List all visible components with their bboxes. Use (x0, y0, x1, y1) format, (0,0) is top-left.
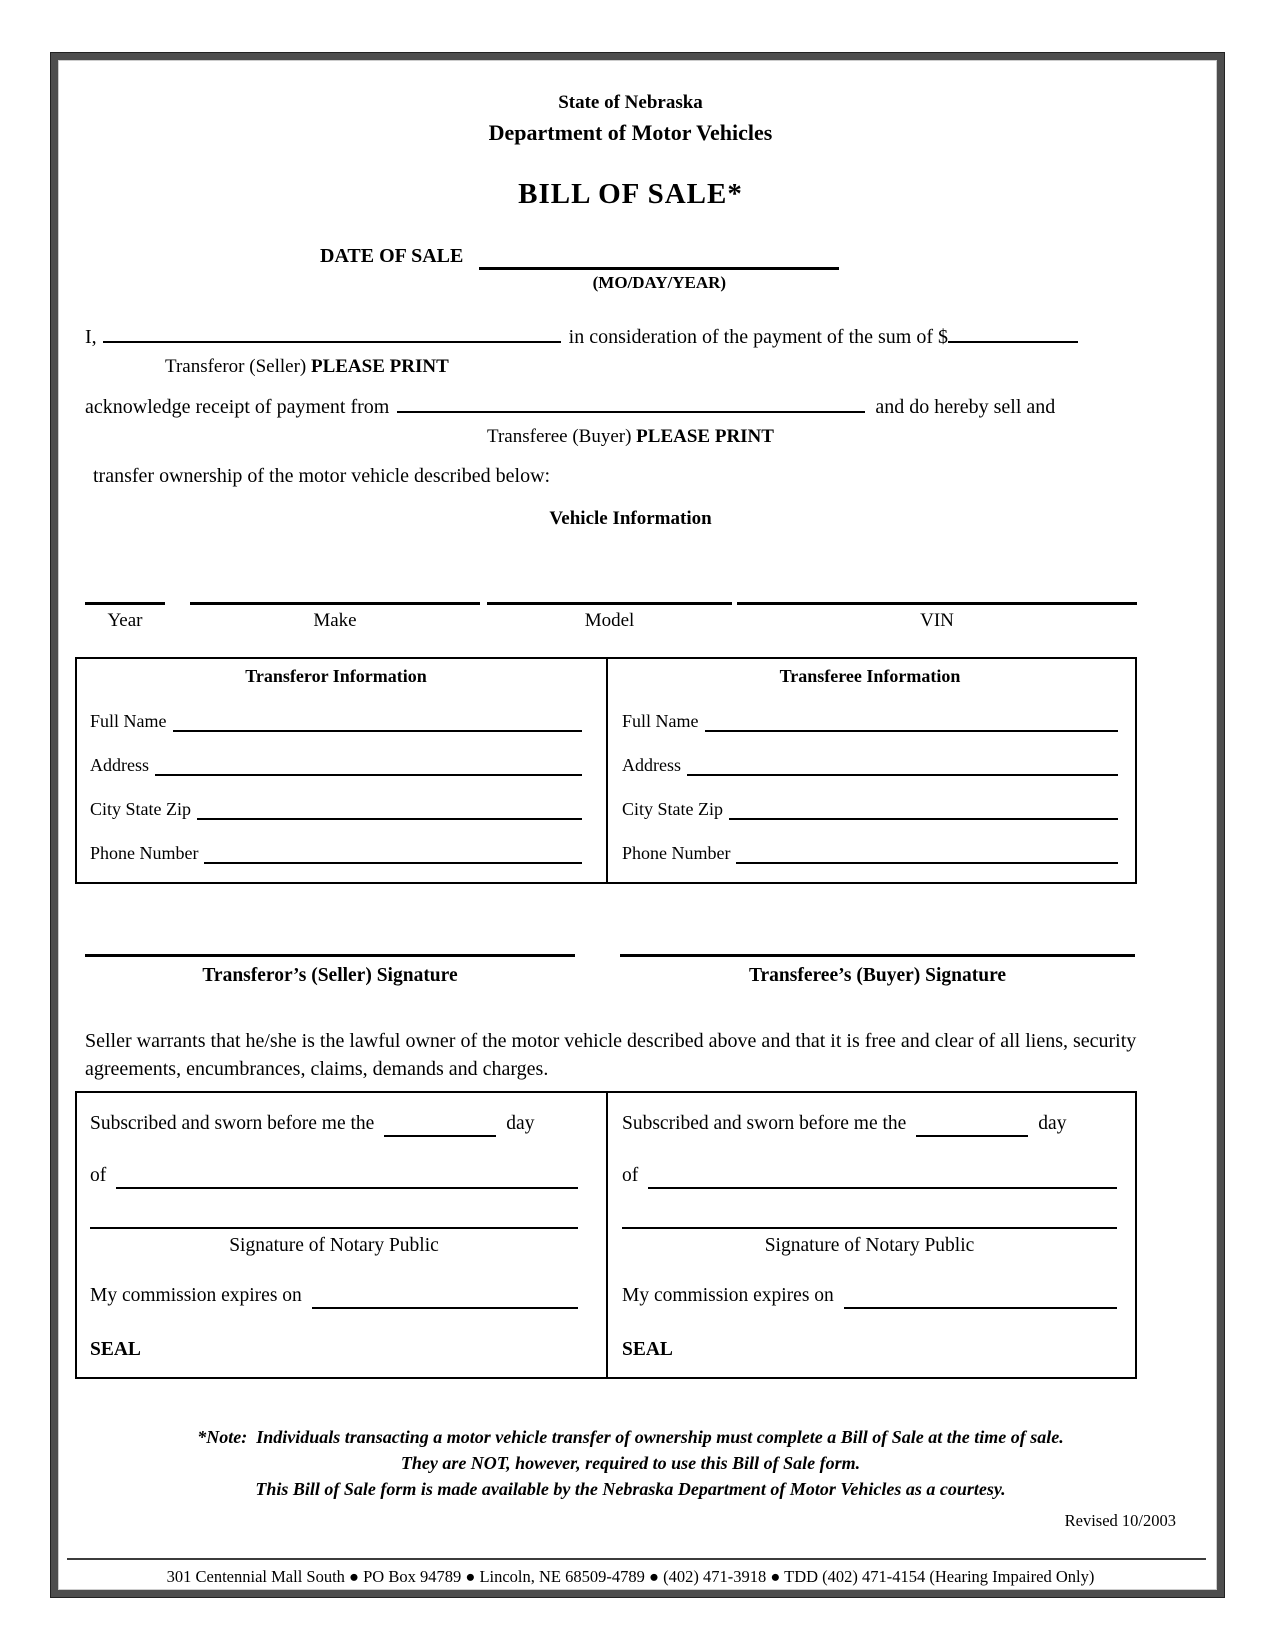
vehicle-model-field (487, 602, 732, 633)
notary-month-row (622, 1163, 1117, 1189)
transferor-full-name-blank (173, 726, 583, 732)
transferee-caption-bold: PLEASE PRINT (636, 426, 774, 447)
sum-blank (948, 321, 1078, 343)
notary-seal-label: SEAL (90, 1339, 141, 1360)
notary-month-blank (116, 1183, 578, 1189)
page-frame-band (51, 53, 1224, 1597)
transferor-full-name-label: Full Name (90, 711, 167, 731)
transferee-city-state-zip-field (622, 798, 1118, 820)
document-header (85, 91, 1176, 213)
buyer-signature-label: Transferee’s (Buyer) Signature (748, 965, 1007, 986)
transferee-info-column (606, 659, 1135, 882)
notary-sworn-prefix: Subscribed and sworn before me the (90, 1113, 375, 1134)
date-of-sale-row (320, 243, 1176, 293)
date-of-sale-blank (479, 243, 839, 270)
notary-commission-row (90, 1283, 578, 1309)
sell-text: and do hereby sell and (875, 396, 1056, 418)
header-state: State of Nebraska (558, 92, 703, 113)
transferee-address-label: Address (622, 755, 681, 775)
notary-signature-label: Signature of Notary Public (764, 1235, 975, 1256)
transferee-caption (85, 424, 1176, 449)
buyer-signature-field (620, 954, 1135, 989)
seller-signature-field (85, 954, 575, 989)
consideration-text: in consideration of the payment of the sum of (568, 326, 934, 348)
notary-day-blank (384, 1131, 496, 1137)
transferee-phone-field (622, 842, 1118, 864)
transferee-phone-blank (736, 858, 1118, 864)
transferor-full-name-field (90, 710, 582, 732)
vehicle-model-label: Model (584, 610, 635, 631)
notary-commission-label: My commission expires on (90, 1285, 302, 1306)
vehicle-info-heading: Vehicle Information (549, 508, 712, 529)
consideration-row (85, 321, 1176, 350)
document-title: BILL OF SALE* (518, 178, 743, 210)
transferee-address-blank (687, 770, 1118, 776)
notary-month-row (90, 1163, 578, 1189)
seller-name-blank (103, 321, 561, 343)
vehicle-make-label: Make (313, 610, 357, 631)
transferor-phone-label: Phone Number (90, 843, 199, 863)
notary-of-label: of (622, 1165, 639, 1186)
notary-buyer-column (606, 1093, 1135, 1377)
footnote-line-2: They are NOT, however, required to use this Bill of Sale form. (400, 1453, 861, 1473)
transfer-ownership-text: transfer ownership of the motor vehicle described below: (93, 465, 551, 487)
vehicle-fields-row (85, 602, 1176, 633)
transferor-address-field (90, 754, 582, 776)
header-department: Department of Motor Vehicles (488, 120, 773, 145)
footnote-line-1: *Note: Individuals transacting a motor vehicle transfer of ownership must complete a Bill of Sale at the time of sale. (197, 1427, 1064, 1447)
notary-commission-label: My commission expires on (622, 1285, 834, 1306)
notary-sworn-suffix: day (1038, 1113, 1067, 1134)
transferor-city-state-zip-field (90, 798, 582, 820)
transferee-phone-label: Phone Number (622, 843, 731, 863)
transferor-address-label: Address (90, 755, 149, 775)
vehicle-year-label: Year (107, 610, 143, 631)
transferor-city-state-zip-label: City State Zip (90, 799, 191, 819)
transferee-info-heading: Transferee Information (779, 666, 961, 686)
signatures-row (85, 954, 1176, 989)
footnote-line-3: This Bill of Sale form is made available by the Nebraska Department of Motor Vehicles as a courtesy. (255, 1479, 1006, 1499)
seller-signature-label: Transferor’s (Seller) Signature (202, 965, 458, 986)
transferee-city-state-zip-blank (729, 814, 1118, 820)
notary-commission-blank (312, 1303, 578, 1309)
i-prefix: I, (85, 326, 97, 348)
notary-sworn-row (90, 1111, 578, 1137)
vehicle-vin-label: VIN (920, 610, 954, 631)
notary-month-blank (648, 1183, 1117, 1189)
vehicle-vin-field (737, 602, 1137, 633)
transferee-caption-plain: Transferee (Buyer) (487, 426, 632, 447)
notary-commission-row (622, 1283, 1117, 1309)
buyer-name-blank (397, 391, 865, 413)
transferor-info-column (77, 659, 606, 882)
transferee-address-field (622, 754, 1118, 776)
dollar-sign: $ (938, 326, 949, 348)
transferor-caption-bold: PLEASE PRINT (310, 356, 449, 377)
warranty-paragraph: Seller warrants that he/she is the lawful owner of the motor vehicle described above and that it is free and clear of all liens, security agreements, encumbrances, claims, demands and charges. (85, 1030, 1137, 1080)
transferee-full-name-blank (705, 726, 1119, 732)
notary-seller-column (77, 1093, 606, 1377)
notary-table (75, 1091, 1137, 1379)
transferor-address-blank (155, 770, 582, 776)
transferee-full-name-label: Full Name (622, 711, 699, 731)
acknowledge-text: acknowledge receipt of payment from (85, 396, 390, 418)
vehicle-year-field (85, 602, 165, 633)
transferor-info-heading: Transferor Information (245, 666, 427, 686)
transferor-phone-field (90, 842, 582, 864)
party-info-table (75, 657, 1137, 884)
notary-of-label: of (90, 1165, 107, 1186)
notary-sworn-suffix: day (506, 1113, 535, 1134)
notary-sworn-prefix: Subscribed and sworn before me the (622, 1113, 907, 1134)
notary-sworn-row (622, 1111, 1117, 1137)
transferee-city-state-zip-label: City State Zip (622, 799, 723, 819)
footnote-block (85, 1424, 1176, 1502)
transferor-caption-plain: Transferor (Seller) (165, 356, 307, 377)
date-format-hint: (MO/DAY/YEAR) (592, 273, 727, 292)
notary-signature-label: Signature of Notary Public (229, 1235, 439, 1256)
notary-seal-label: SEAL (622, 1339, 673, 1360)
transferee-full-name-field (622, 710, 1118, 732)
vehicle-make-field (190, 602, 480, 633)
date-of-sale-field (479, 243, 839, 293)
revision-date: Revised 10/2003 (1064, 1511, 1176, 1530)
page-frame (50, 52, 1225, 1598)
acknowledge-row (85, 391, 1176, 420)
transferor-phone-blank (204, 858, 582, 864)
footer-contact-line: 301 Centennial Mall South ● PO Box 94789 ● Lincoln, NE 68509-4789 ● (402) 471-3918 ● TDD (402) 471-4154 (Hearing Impaired Only) (166, 1567, 1095, 1586)
notary-day-blank (916, 1131, 1028, 1137)
transferor-caption (165, 354, 1176, 379)
transferor-city-state-zip-blank (197, 814, 582, 820)
date-of-sale-label: DATE OF SALE (320, 245, 464, 267)
document-page (58, 60, 1217, 1590)
notary-commission-blank (844, 1303, 1117, 1309)
